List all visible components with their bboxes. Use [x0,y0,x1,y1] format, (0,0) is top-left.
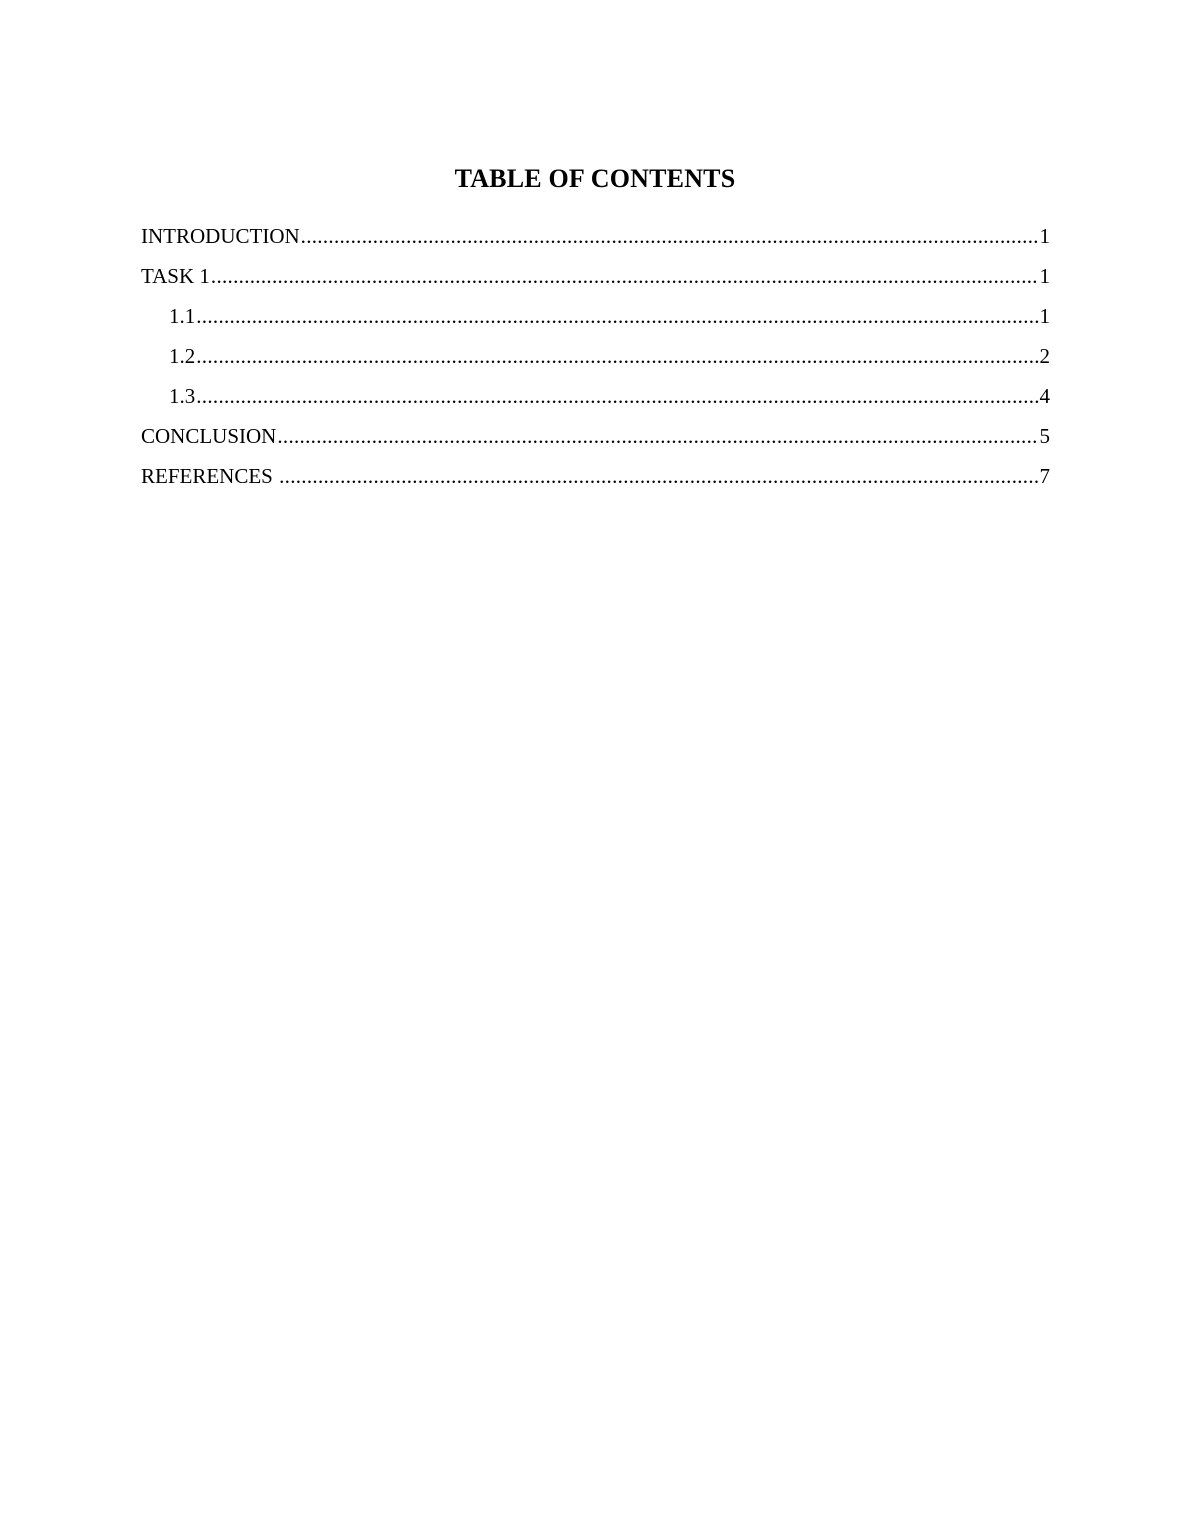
toc-page-number: 4 [1039,384,1050,408]
toc-dot-leader [196,342,1038,370]
toc-dot-leader [196,382,1038,410]
toc-page-number: 7 [1039,464,1050,488]
table-of-contents [141,222,1050,502]
toc-entry-1-2[interactable] [141,342,1050,382]
toc-entry-label: INTRODUCTION [141,224,300,248]
toc-page-number: 1 [1039,264,1050,288]
toc-entry-1-1[interactable] [141,302,1050,342]
toc-entry-label: 1.2 [169,344,196,368]
toc-entry-introduction[interactable] [141,222,1050,262]
toc-entry-label: REFERENCES [141,464,279,488]
toc-title: TABLE OF CONTENTS [454,164,736,193]
toc-dot-leader [196,302,1038,330]
toc-dot-leader [301,222,1039,250]
toc-dot-leader [279,462,1038,490]
toc-entry-references[interactable] [141,462,1050,502]
toc-page-number: 1 [1039,224,1050,248]
toc-page-number: 1 [1039,304,1050,328]
toc-entry-conclusion[interactable] [141,422,1050,462]
toc-page-number: 5 [1039,424,1050,448]
toc-entry-label: 1.3 [169,384,196,408]
toc-entry-label: CONCLUSION [141,424,277,448]
toc-entry-label: 1.1 [169,304,196,328]
toc-entry-1-3[interactable] [141,382,1050,422]
toc-entry-label: TASK 1 [141,264,210,288]
toc-entry-task-1[interactable] [141,262,1050,302]
toc-dot-leader [211,262,1039,290]
toc-dot-leader [277,422,1038,450]
toc-page-number: 2 [1039,344,1050,368]
